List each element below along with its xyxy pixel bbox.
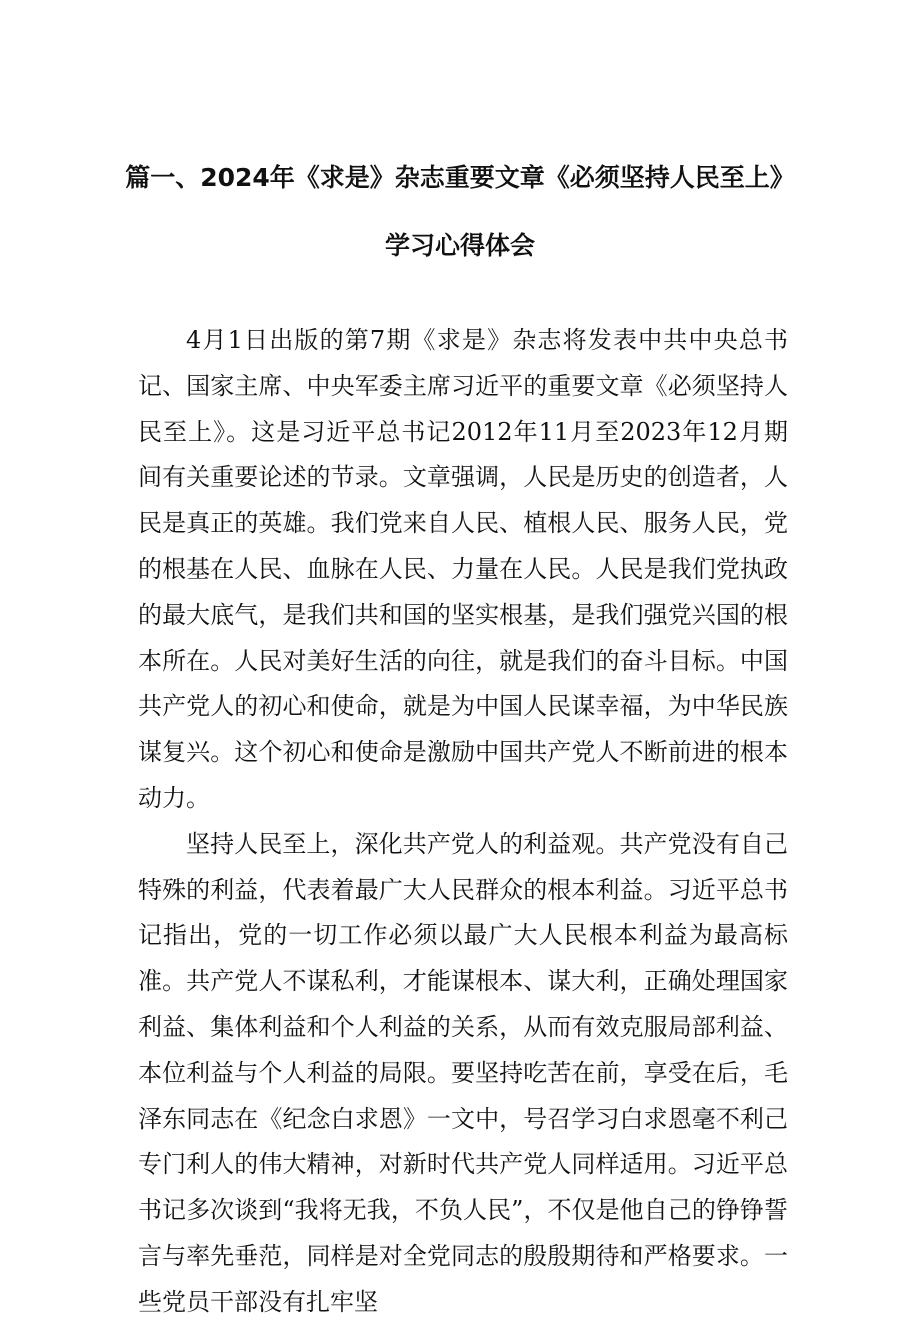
paragraph-1: 4月1日出版的第7期《求是》杂志将发表中共中央总书记、国家主席、中央军委主席习近平的重要文章《必须坚持人民至上》。这是习近平总书记2012年11月至2023年12月期间有关重要论述的节录。文章强调，人民是历史的创造者，人民是真正的英雄。我们党来自人民、植根人民、服务人民，党的根基在人民、血脉在人民、力量在人民。人民是我们党执政的最大底气，是我们共和国的坚实根基，是我们强党兴国的根本所在。人民对美好生活的向往，就是我们的奋斗目标。中国共产党人的初心和使命，就是为中国人民谋幸福，为中华民族谋复兴。这个初心和使命是激励中国共产党人不断前进的根本动力。 — [138, 326, 788, 812]
document-title-line-1: 篇一、2024年《求是》杂志重要文章《必须坚持人民至上》 — [125, 163, 795, 192]
paragraph-2: 坚持人民至上，深化共产党人的利益观。共产党没有自己特殊的利益，代表着最广大人民群众的根本利益。习近平总书记指出，党的一切工作必须以最广大人民根本利益为最高标准。共产党人不谋私利，才能谋根本、谋大利，正确处理国家利益、集体利益和个人利益的关系，从而有效克服局部利益、本位利益与个人利益的局限。要坚持吃苦在前，享受在后，毛泽东同志在《纪念白求恩》一文中，号召学习白求恩毫不利己专门利人的伟大精神，对新时代共产党人同样适用。习近平总书记多次谈到“我将无我，不负人民”，不仅是他自己的铮铮誓言与率先垂范，同样是对全党同志的殷殷期待和严格要求。一些党员干部没有扎牢坚 — [138, 829, 788, 1316]
document-title-line-2: 学习心得体会 — [384, 231, 535, 260]
document-body — [138, 318, 788, 1326]
